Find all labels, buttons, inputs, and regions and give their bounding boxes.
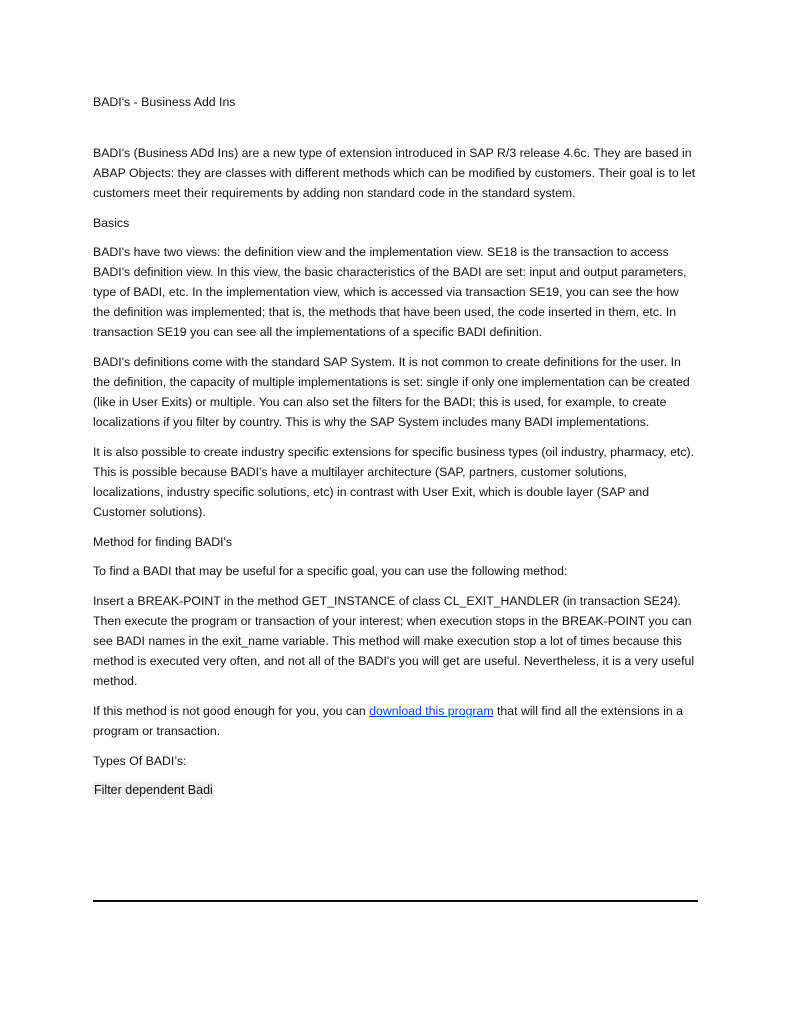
download-program-link[interactable]: download this program (369, 704, 494, 718)
method-paragraph-1: To find a BADI that may be useful for a specific goal, you can use the following method: (93, 564, 568, 578)
document-page (93, 92, 698, 799)
horizontal-rule (93, 900, 698, 902)
document-title: BADI's - Business Add Ins (93, 95, 236, 109)
basics-paragraph-1: BADI's have two views: the definition view and the implementation view. SE18 is the transaction to access BADI's definition view. In this view, the basic characteristics of the BADI are set: input and output parameters, type of BADI, etc. In the implementation view, which is accessed via transaction SE19, you can see the how the definition was implemented; that is, the methods that have been used, the code inserted in them, etc. In transaction SE19 you can see all the implementations of a specific BADI definition. (93, 245, 687, 339)
intro-paragraph: BADI's (Business ADd Ins) are a new type of extension introduced in SAP R/3 release 4.6c. They are based in ABAP Objects: they are classes with different methods which can be modified by customers. Their goal is to let customers meet their requirements by adding non standard code in the standard system. (93, 146, 696, 200)
method-paragraph-2: Insert a BREAK-POINT in the method GET_INSTANCE of class CL_EXIT_HANDLER (in transaction SE24). Then execute the program or transaction of your interest; when execution stops in the BREAK-POINT you can see BADI names in the exit_name variable. This method will make execution stop a lot of times because this method is executed very often, and not all of the BADI's you will get are useful. Nevertheless, it is a very useful method. (93, 594, 695, 688)
types-heading: Types Of BADI’s: (93, 754, 187, 768)
method-paragraph-3 (93, 701, 698, 741)
method-paragraph-3-tail: that will find all the extensions in a program or transaction. (93, 704, 683, 738)
method-heading: Method for finding BADI's (93, 535, 233, 549)
basics-paragraph-2: BADI's definitions come with the standard SAP System. It is not common to create definitions for the user. In the definition, the capacity of multiple implementations is set: single if only one implementation can be created (like in User Exits) or multiple. You can also set the filters for the BADI; this is used, for example, to create localizations if you filter by country. This is why the SAP System includes many BADI implementations. (93, 355, 690, 429)
basics-paragraph-3: It is also possible to create industry specific extensions for specific business types (oil industry, pharmacy, etc). This is possible because BADI's have a multilayer architecture (SAP, partners, customer solutions, localizations, industry specific solutions, etc) in contrast with User Exit, which is double layer (SAP and Customer solutions). (93, 445, 694, 519)
basics-heading: Basics (93, 216, 130, 230)
method-paragraph-3-lead: If this method is not good enough for you, you can (93, 704, 370, 718)
filter-dependent-badi-label: Filter dependent Badi (94, 783, 213, 797)
